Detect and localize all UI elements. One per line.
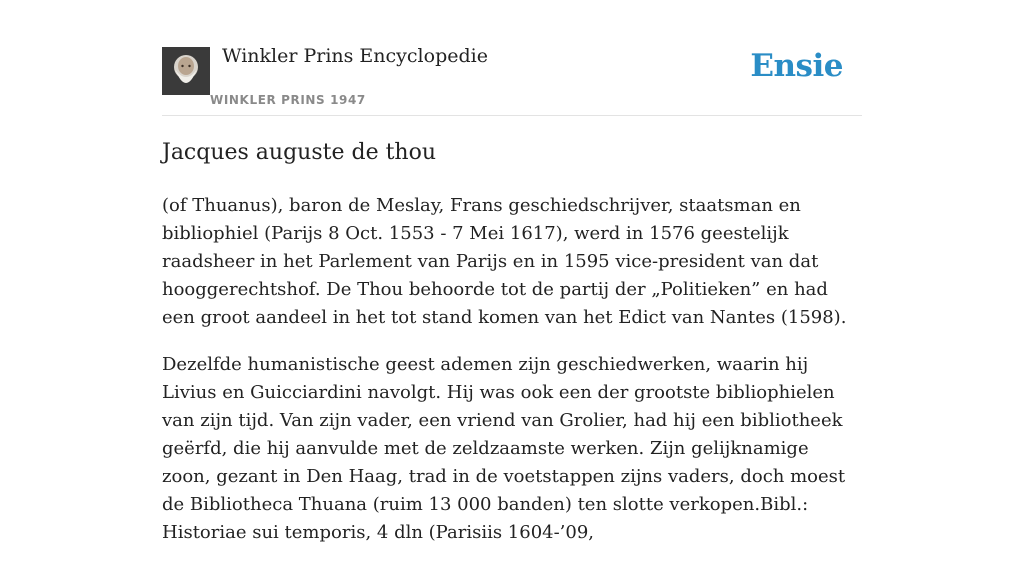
- site-header: [162, 0, 862, 116]
- site-name[interactable]: Winkler Prins Encyclopedie: [222, 45, 488, 67]
- avatar[interactable]: [162, 47, 210, 95]
- portrait-icon: [162, 47, 210, 95]
- edition-label[interactable]: WINKLER PRINS 1947: [210, 93, 366, 107]
- article-paragraph: (of Thuanus), baron de Meslay, Frans geschiedschrijver, staatsman en bibliophiel (Parijs 8 Oct. 1553 - 7 Mei 1617), werd in 1576 geestelijk raadsheer in het Parlement van Parijs en in 1595 vice-president van dat hooggerechtshof. De Thou behoorde tot de partij der „Politieken” en had een groot aandeel in het tot stand komen van het Edict van Nantes (1598).: [162, 195, 847, 328]
- article-body: [162, 192, 862, 566]
- article-title: Jacques auguste de thou: [162, 140, 437, 165]
- article-paragraph: Dezelfde humanistische geest ademen zijn geschiedwerken, waarin hij Livius en Guicciardini navolgt. Hij was ook een der grootste bibliophielen van zijn tijd. Van zijn vader, een vriend van Grolier, had hij een bibliotheek geërfd, die hij aanvulde met de zeldzaamste werken. Zijn gelijknamige zoon, gezant in Den Haag, trad in de voetstappen zijns vaders, doch moest de Bibliotheca Thuana (ruim 13 000 banden) ten slotte verkopen.Bibl.: Historiae sui temporis, 4 dln (Parisiis 1604-’09,: [162, 354, 846, 543]
- ensie-logo[interactable]: Ensie: [750, 48, 843, 84]
